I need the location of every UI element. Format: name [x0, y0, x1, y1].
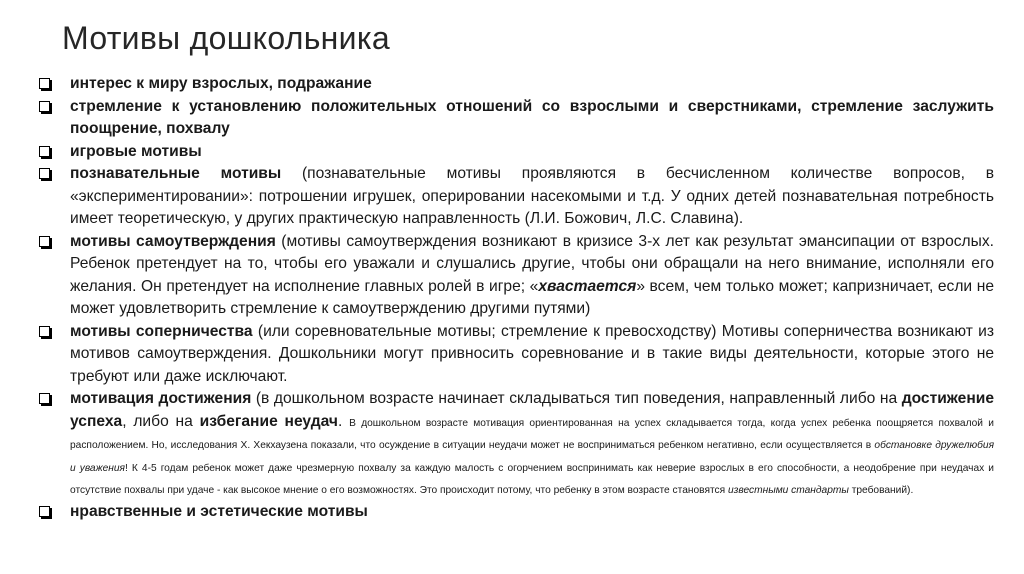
item-emphasis-text: игровые мотивы [70, 142, 202, 160]
list-item [36, 73, 994, 96]
list-item [36, 141, 994, 164]
item-text: ! К 4-5 годам ребенок может даже чрезмерную похвалу за каждую малость с огорчением воспринимать как неверие взрослых в его способности, а неодобрение при неудачах и отсутствие похвалы при удаче - как высокое мнение о его возможностях. Это происходит потому, что ребенку в этом возрасте становятся [70, 462, 994, 496]
item-text: , либо на [122, 412, 200, 430]
item-emphasis-text: хвастается [538, 277, 637, 295]
item-emphasis-text: познавательные мотивы [70, 165, 282, 182]
checkbox-bullet-icon [39, 506, 50, 517]
item-emphasis-text: интерес к миру взрослых, подражание [70, 75, 372, 92]
list-item [36, 163, 994, 231]
checkbox-bullet-icon [39, 146, 50, 157]
item-emphasis-text: мотивы самоутверждения [70, 232, 276, 250]
checkbox-bullet-icon [39, 393, 50, 404]
item-text: (мотивы самоутверждения возникают в кризисе 3-х лет как результат эмансипации от взрослых. Ребенок претендует на то, чтобы его уважали и слушались другие, чтобы они обращали на него внимание, исполняли его желания. Он претендует на исполнение главных ролей в игре; « [70, 232, 994, 295]
motive-list [36, 73, 994, 523]
item-text: обстановке дружелюбия и уважения [70, 440, 995, 474]
checkbox-bullet-icon [39, 326, 50, 337]
item-text: (или соревновательные мотивы; стремление к превосходству) Мотивы соперничества возникают из мотивов самоутверждения. Дошкольники могут привносить соревнование и в такие виды деятельности, которые этого не требуют или даже исключают. [70, 322, 994, 385]
list-item [36, 231, 994, 321]
list-item [36, 388, 994, 501]
item-emphasis-text: мотивы соперничества [70, 322, 253, 340]
item-text: известными стандарты [727, 485, 849, 496]
item-text: (в дошкольном возрасте начинает складываться тип поведения, направленный либо на [251, 390, 902, 407]
checkbox-bullet-icon [39, 78, 50, 89]
item-text: » всем, чем только может; капризничает, если не может удовлетворить стремление к самоутверждению другими путями) [70, 277, 994, 317]
list-item [36, 321, 994, 389]
item-text: требований). [848, 485, 914, 496]
checkbox-bullet-icon [39, 168, 50, 179]
item-emphasis-text: достижение успеха [70, 390, 995, 430]
checkbox-bullet-icon [39, 101, 50, 112]
item-emphasis-text: избегание неудач [199, 412, 338, 430]
item-emphasis-text: стремление к установлению положительных отношений со взрослыми и сверстниками, стремление заслужить поощрение, похвалу [70, 97, 994, 137]
list-item [36, 96, 994, 141]
item-text: В дошкольном возрасте мотивация ориентированная на успех складывается тогда, когда успех ребенка поощряется похвалой и расположением. Но, исследования Х. Хекхаузена показали, что осуждение в ситуации неудачи может не восприниматься ребенком негативно, если осуществляется в [70, 417, 994, 451]
item-text: (познавательные мотивы проявляются в бесчисленном количестве вопросов, в «экспериментировании»: потрошении игрушек, оперировании насекомыми и т.д. У одних детей познавательная потребность имеет теоретическую, у других практическую направленность (Л.И. Божович, Л.С. Славина). [70, 165, 994, 227]
item-emphasis-text: мотивация достижения [70, 390, 252, 407]
slide-title: Мотивы дошкольника [62, 20, 390, 56]
list-item [36, 501, 994, 524]
checkbox-bullet-icon [39, 236, 50, 247]
item-emphasis-text: нравственные и эстетические мотивы [70, 502, 368, 520]
item-text: . [337, 412, 350, 430]
